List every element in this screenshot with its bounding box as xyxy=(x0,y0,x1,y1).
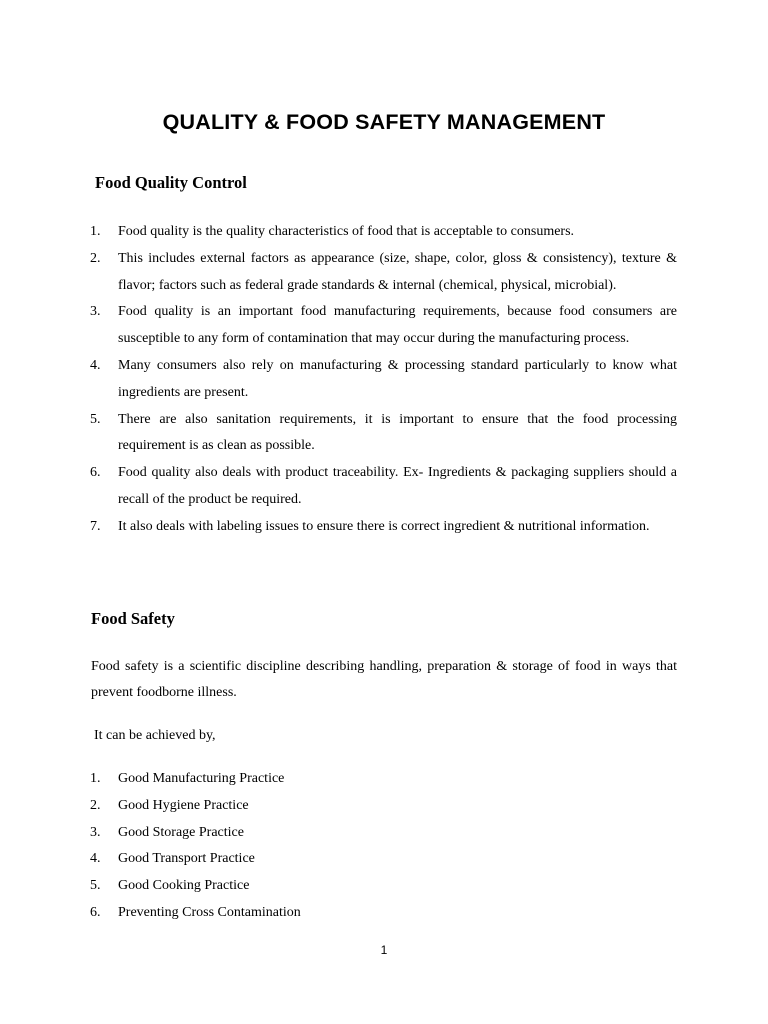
list-item-number: 4. xyxy=(90,357,101,373)
food-safety-practices-list xyxy=(90,766,490,927)
list-item-number: 3. xyxy=(90,824,101,840)
food-safety-heading: Food Safety xyxy=(91,609,175,628)
list-item-number: 5. xyxy=(90,878,101,894)
list-item-text: Preventing Cross Contamination xyxy=(118,904,301,920)
list-item-number: 3. xyxy=(90,304,101,320)
list-item-text: Good Cooking Practice xyxy=(118,878,250,894)
list-item xyxy=(90,766,490,793)
list-item-text: There are also sanitation requirements, it is important to ensure that the food processing requirement is as clean as possible. xyxy=(118,411,677,454)
list-item-text: Good Manufacturing Practice xyxy=(118,771,285,786)
food-quality-control-heading: Food Quality Control xyxy=(95,173,247,192)
list-item-number: 1. xyxy=(90,224,101,239)
achieved-by-text: It can be achieved by, xyxy=(94,728,216,743)
list-item-text: Good Hygiene Practice xyxy=(118,797,249,813)
list-item xyxy=(90,407,677,461)
list-item-text: Food quality is an important food manufacturing requirements, because food consumers are susceptible to any form of contamination that may occur during the manufacturing process. xyxy=(118,304,677,347)
food-safety-intro: Food safety is a scientific discipline describing handling, preparation & storage of food in ways that prevent foodborne illness. xyxy=(91,659,677,700)
list-item xyxy=(90,246,677,300)
list-item-text: It also deals with labeling issues to ensure there is correct ingredient & nutritional information. xyxy=(118,518,650,534)
list-item-text: Many consumers also rely on manufacturing & processing standard particularly to know what ingredients are present. xyxy=(118,357,677,400)
list-item-number: 6. xyxy=(90,465,101,481)
list-item-text: Good Storage Practice xyxy=(118,824,244,840)
page-number: 1 xyxy=(380,943,388,957)
list-item xyxy=(90,873,490,900)
list-item-text: Good Transport Practice xyxy=(118,851,255,867)
list-item xyxy=(90,353,677,407)
list-item-number: 6. xyxy=(90,904,101,920)
list-item-number: 1. xyxy=(90,771,101,786)
list-item-number: 7. xyxy=(90,518,101,534)
list-item xyxy=(90,900,490,927)
list-item-number: 4. xyxy=(90,851,101,867)
list-item-number: 5. xyxy=(90,411,101,427)
list-item-text: This includes external factors as appearance (size, shape, color, gloss & consistency), texture & flavor; factors such as federal grade standards & internal (chemical, physical, microbial). xyxy=(118,250,677,293)
food-quality-list xyxy=(90,219,677,541)
list-item xyxy=(90,793,490,820)
list-item-number: 2. xyxy=(90,797,101,813)
list-item xyxy=(90,219,677,246)
list-item xyxy=(90,820,490,847)
list-item-text: Food quality is the quality characteristics of food that is acceptable to consumers. xyxy=(118,224,575,239)
list-item-number: 2. xyxy=(90,250,101,266)
document-title: QUALITY & FOOD SAFETY MANAGEMENT xyxy=(162,110,606,134)
list-item xyxy=(90,846,490,873)
list-item xyxy=(90,514,677,541)
list-item xyxy=(90,299,677,353)
list-item xyxy=(90,460,677,514)
list-item-text: Food quality also deals with product traceability. Ex- Ingredients & packaging suppliers should a recall of the product be required. xyxy=(118,465,677,507)
